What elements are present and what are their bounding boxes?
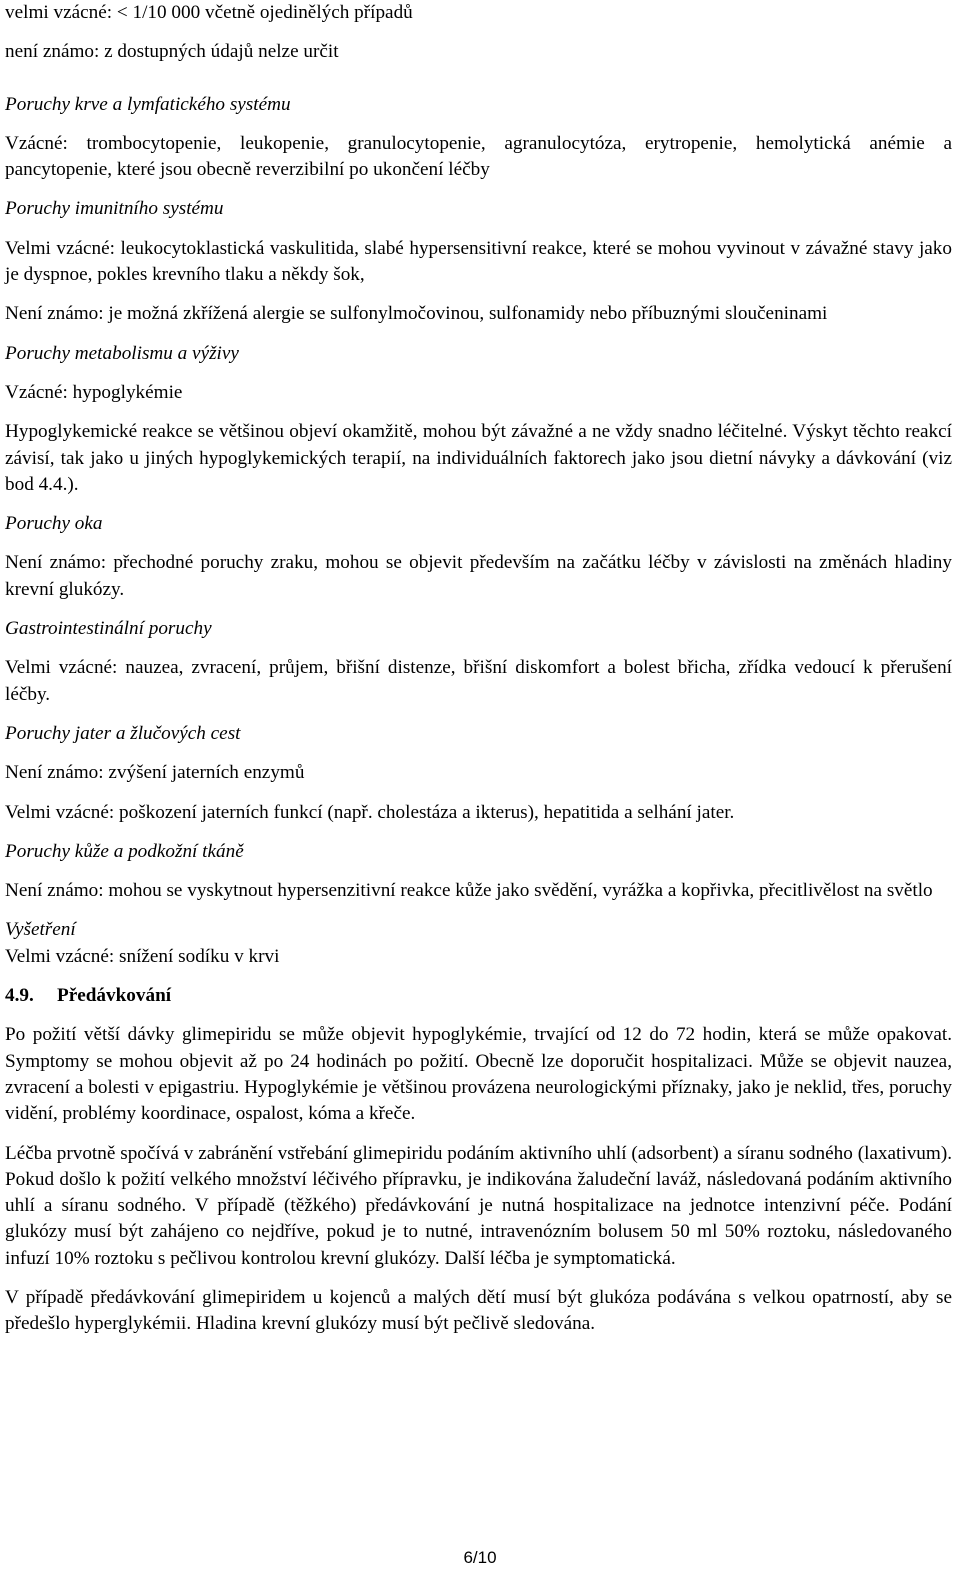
- section-text-liver-1: Není známo: zvýšení jaterních enzymů: [5, 762, 305, 784]
- section-text-immune-1: Velmi vzácné: leukocytoklastická vaskulitida, slabé hypersensitivní reakce, které se mohou vyvinout v závažné stavy jako je dyspnoe, pokles krevního tlaku a někdy šok,: [5, 237, 952, 286]
- section-title-eye: Poruchy oka: [5, 513, 103, 535]
- page-number: 6/10: [463, 1548, 497, 1567]
- section-title-exam: Vyšetření: [5, 919, 76, 941]
- section-text-gi: Velmi vzácné: nauzea, zvracení, průjem, břišní distenze, břišní diskomfort a bolest břicha, zřídka vedoucí k přerušení léčby.: [5, 657, 952, 705]
- section-text-immune-2: Není známo: je možná zkřížená alergie se sulfonylmočovinou, sulfonamidy nebo příbuznými sloučeninami: [5, 303, 828, 325]
- overdose-paragraph-3: V případě předávkování glimepiridem u kojenců a malých dětí musí být glukóza podávána s velkou opatrností, aby se předešlo hyperglykémii. Hladina krevní glukózy musí být pečlivě sledována.: [5, 1286, 952, 1335]
- overdose-paragraph-2: Léčba prvotně spočívá v zabránění vstřebání glimepiridu podáním aktivního uhlí (adsorbent) a síranu sodného (laxativum). Pokud došlo k požití velkého množství léčivého přípravku, je indikována žaludeční laváž, následovaná podáním aktivního uhlí a síranu sodného. V případě (těžkého) předávkování je nutná hospitalizace na jednotce intenzivní péče. Podání glukózy musí být zahájeno co nejdříve, pokud je to nutné, intravenózním bolusem 50 ml 50% roztoku, následovaného infuzí 10% roztoku s pečlivou kontrolou krevní glukózy. Další léčba je symptomatická.: [5, 1142, 952, 1269]
- section-text-skin: Není známo: mohou se vyskytnout hypersenzitivní reakce kůže jako svědění, vyrážka a kopřivka, přecitlivělost na světlo: [5, 880, 933, 902]
- section-title-liver: Poruchy jater a žlučových cest: [5, 722, 241, 744]
- overdose-heading-number: 4.9.: [5, 985, 34, 1007]
- section-text-metabolism-1: Vzácné: hypoglykémie: [5, 381, 183, 403]
- overdose-heading: [5, 983, 952, 1009]
- frequency-very-rare: velmi vzácné: < 1/10 000 včetně ojedinělých případů: [5, 2, 413, 23]
- section-text-exam: Velmi vzácné: snížení sodíku v krvi: [5, 945, 280, 967]
- section-title-skin: Poruchy kůže a podkožní tkáně: [5, 840, 244, 862]
- section-title-blood: Poruchy krve a lymfatického systému: [5, 93, 291, 115]
- section-title-metabolism: Poruchy metabolismu a výživy: [5, 342, 239, 364]
- overdose-heading-title: Předávkování: [57, 985, 172, 1007]
- overdose-paragraph-1: Po požití větší dávky glimepiridu se může objevit hypoglykémie, trvající od 12 do 72 hodin, která se může opakovat. Symptomy se mohou objevit až po 24 hodinách po požití. Obecně lze doporučit hospitalizaci. Může se objevit nauzea, zvracení a bolesti v epigastriu. Hypoglykémie je většinou provázena neurologickými příznaky, jako je neklid, třes, poruchy vidění, problémy koordinace, ospalost, kóma a křeče.: [5, 1024, 952, 1125]
- section-text-eye: Není známo: přechodné poruchy zraku, mohou se objevit především na začátku léčby v závislosti na změnách hladiny krevní glukózy.: [5, 552, 952, 600]
- section-text-metabolism-2: Hypoglykemické reakce se většinou objeví okamžitě, mohou být závažné a ne vždy snadno léčitelné. Výskyt těchto reakcí závisí, tak jako u jiných hypoglykemických terapií, na individuálních faktorech jako jsou dietní návyky a dávkování (viz bod 4.4.).: [5, 421, 952, 495]
- section-title-gi: Gastrointestinální poruchy: [5, 618, 212, 640]
- section-text-blood: Vzácné: trombocytopenie, leukopenie, granulocytopenie, agranulocytóza, erytropenie, hemolytická anémie a pancytopenie, které jsou obecně reverzibilní po ukončení léčby: [5, 132, 952, 181]
- section-text-liver-2: Velmi vzácné: poškození jaterních funkcí (např. cholestáza a ikterus), hepatitida a selhání jater.: [5, 801, 735, 823]
- section-title-immune: Poruchy imunitního systému: [5, 198, 224, 220]
- document-page: [5, 0, 952, 1351]
- frequency-unknown: není známo: z dostupných údajů nelze určit: [5, 41, 339, 63]
